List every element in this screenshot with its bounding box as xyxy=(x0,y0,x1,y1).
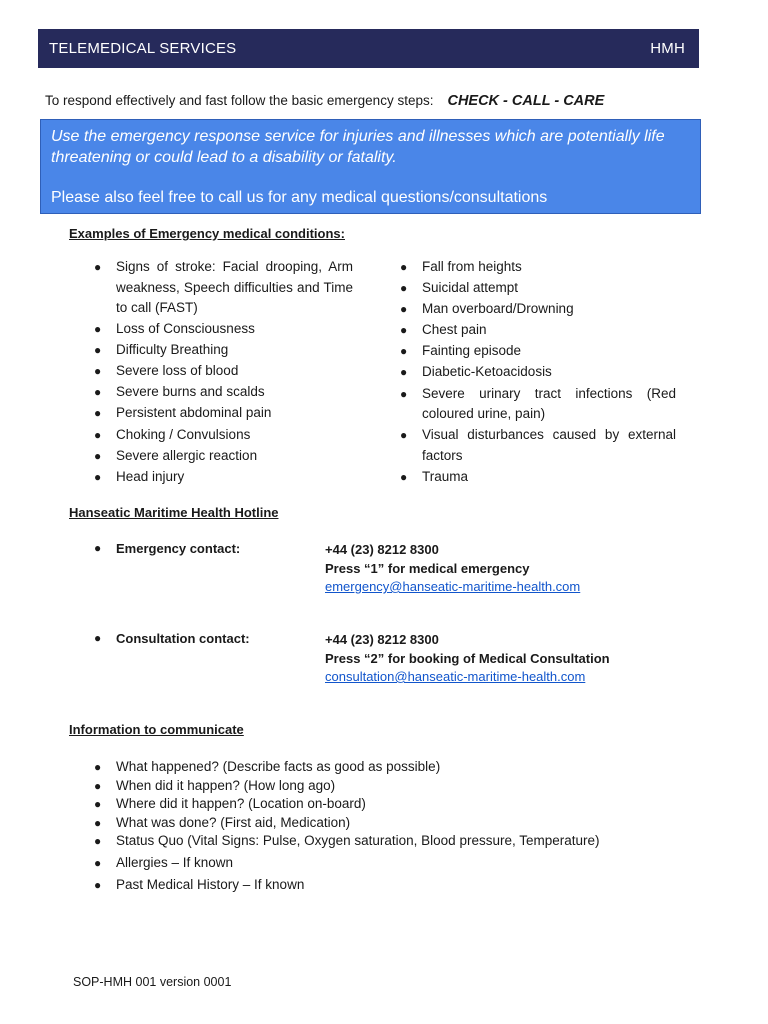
info-heading: Information to communicate xyxy=(69,722,244,737)
list-item: ● Severe urinary tract infections (Red coloured urine, pain) xyxy=(400,385,676,422)
list-item: ● Fainting episode xyxy=(376,341,676,362)
bullet-icon: ● xyxy=(400,281,408,296)
consultation-phone: +44 (23) 8212 8300 xyxy=(325,632,439,647)
bullet-icon: ● xyxy=(94,631,102,645)
bullet-icon: ● xyxy=(94,343,102,358)
list-item: ● Suicidal attempt xyxy=(376,278,676,299)
list-item: ● Choking / Convulsions xyxy=(70,425,353,446)
list-item: ● Head injury xyxy=(70,467,353,488)
bullet-icon: ● xyxy=(94,364,102,379)
list-item: ● Allergies – If known xyxy=(70,854,690,873)
bullet-icon: ● xyxy=(400,344,408,359)
intro-text: To respond effectively and fast follow the basic emergency steps: xyxy=(45,93,434,108)
bullet-icon: ● xyxy=(94,260,102,274)
list-item: ● Man overboard/Drowning xyxy=(376,299,676,320)
notice-line-1: Use the emergency response service for injuries and illnesses which are potentially life threatening or could lead to a disability or fatality. xyxy=(51,128,665,166)
list-item: ● Chest pain xyxy=(376,320,676,341)
bullet-icon: ● xyxy=(400,260,408,274)
conditions-heading: Examples of Emergency medical conditions: xyxy=(69,226,345,241)
emergency-phone: +44 (23) 8212 8300 xyxy=(325,542,439,557)
list-item: ● Loss of Consciousness xyxy=(70,319,353,340)
bullet-icon: ● xyxy=(400,428,408,443)
bullet-icon: ● xyxy=(94,406,102,421)
hotline-heading: Hanseatic Maritime Health Hotline xyxy=(69,505,279,520)
notice-box xyxy=(40,119,701,214)
bullet-icon: ● xyxy=(400,302,408,317)
list-item: ● Severe burns and scalds xyxy=(70,382,353,403)
intro-line xyxy=(45,93,685,109)
list-item: ● When did it happen? (How long ago) xyxy=(70,777,690,796)
bullet-icon: ● xyxy=(400,323,408,338)
bullet-icon: ● xyxy=(94,541,102,555)
list-item: ● Diabetic-Ketoacidosis xyxy=(376,362,676,383)
notice-line-2: Please also feel free to call us for any medical questions/consultations xyxy=(51,189,548,206)
header-org: HMH xyxy=(650,40,685,57)
consultation-contact-label: Consultation contact: xyxy=(116,631,250,646)
list-item: ● Persistent abdominal pain xyxy=(70,403,353,424)
bullet-icon: ● xyxy=(94,322,102,337)
list-item: ● Severe loss of blood xyxy=(70,361,353,382)
bullet-icon: ● xyxy=(94,877,102,892)
header-bar xyxy=(38,29,699,68)
bullet-icon: ● xyxy=(94,385,102,400)
bullet-icon: ● xyxy=(400,469,408,484)
list-item: ● Signs of stroke: Facial drooping, Arm weakness, Speech difficulties and Time to call (FAST) xyxy=(94,259,353,315)
list-item: ● What happened? (Describe facts as good as possible) xyxy=(70,758,690,777)
list-item: ● Trauma xyxy=(376,467,676,488)
consultation-contact-details xyxy=(325,631,610,687)
consultation-press-instruction: Press “2” for booking of Medical Consultation xyxy=(325,650,610,666)
bullet-icon: ● xyxy=(94,855,102,870)
info-list xyxy=(70,758,690,894)
bullet-icon: ● xyxy=(94,427,102,442)
emergency-press-instruction: Press “1” for medical emergency xyxy=(325,560,530,576)
list-item: ● Where did it happen? (Location on-board) xyxy=(70,795,690,814)
bullet-icon: ● xyxy=(400,386,408,401)
list-item: ● Past Medical History – If known xyxy=(70,876,690,895)
list-item: ● What was done? (First aid, Medication) xyxy=(70,814,690,833)
bullet-icon: ● xyxy=(94,815,102,830)
emergency-contact-details xyxy=(325,541,580,597)
list-item: ● Fall from heights xyxy=(376,257,676,278)
bullet-icon: ● xyxy=(94,834,102,849)
bullet-icon: ● xyxy=(94,448,102,463)
list-item: ● Visual disturbances caused by external factors xyxy=(400,427,676,463)
emergency-email-link[interactable]: emergency@hanseatic-maritime-health.com xyxy=(325,579,581,594)
list-item: ● Status Quo (Vital Signs: Pulse, Oxygen saturation, Blood pressure, Temperature) xyxy=(70,832,690,851)
header-title: TELEMEDICAL SERVICES xyxy=(49,40,237,57)
bullet-icon: ● xyxy=(94,797,102,812)
conditions-right-list xyxy=(376,257,676,488)
bullet-icon: ● xyxy=(400,365,408,380)
conditions-left-list xyxy=(70,257,353,488)
list-item: ● Difficulty Breathing xyxy=(70,340,353,361)
list-item: ● Severe allergic reaction xyxy=(70,446,353,467)
emergency-steps: CHECK - CALL - CARE xyxy=(447,93,605,109)
emergency-contact-label: Emergency contact: xyxy=(116,541,241,556)
document-footer: SOP-HMH 001 version 0001 xyxy=(73,975,232,989)
bullet-icon: ● xyxy=(94,469,102,484)
bullet-icon: ● xyxy=(94,778,102,793)
bullet-icon: ● xyxy=(94,760,102,774)
consultation-email-link[interactable]: consultation@hanseatic-maritime-health.com xyxy=(325,669,586,684)
